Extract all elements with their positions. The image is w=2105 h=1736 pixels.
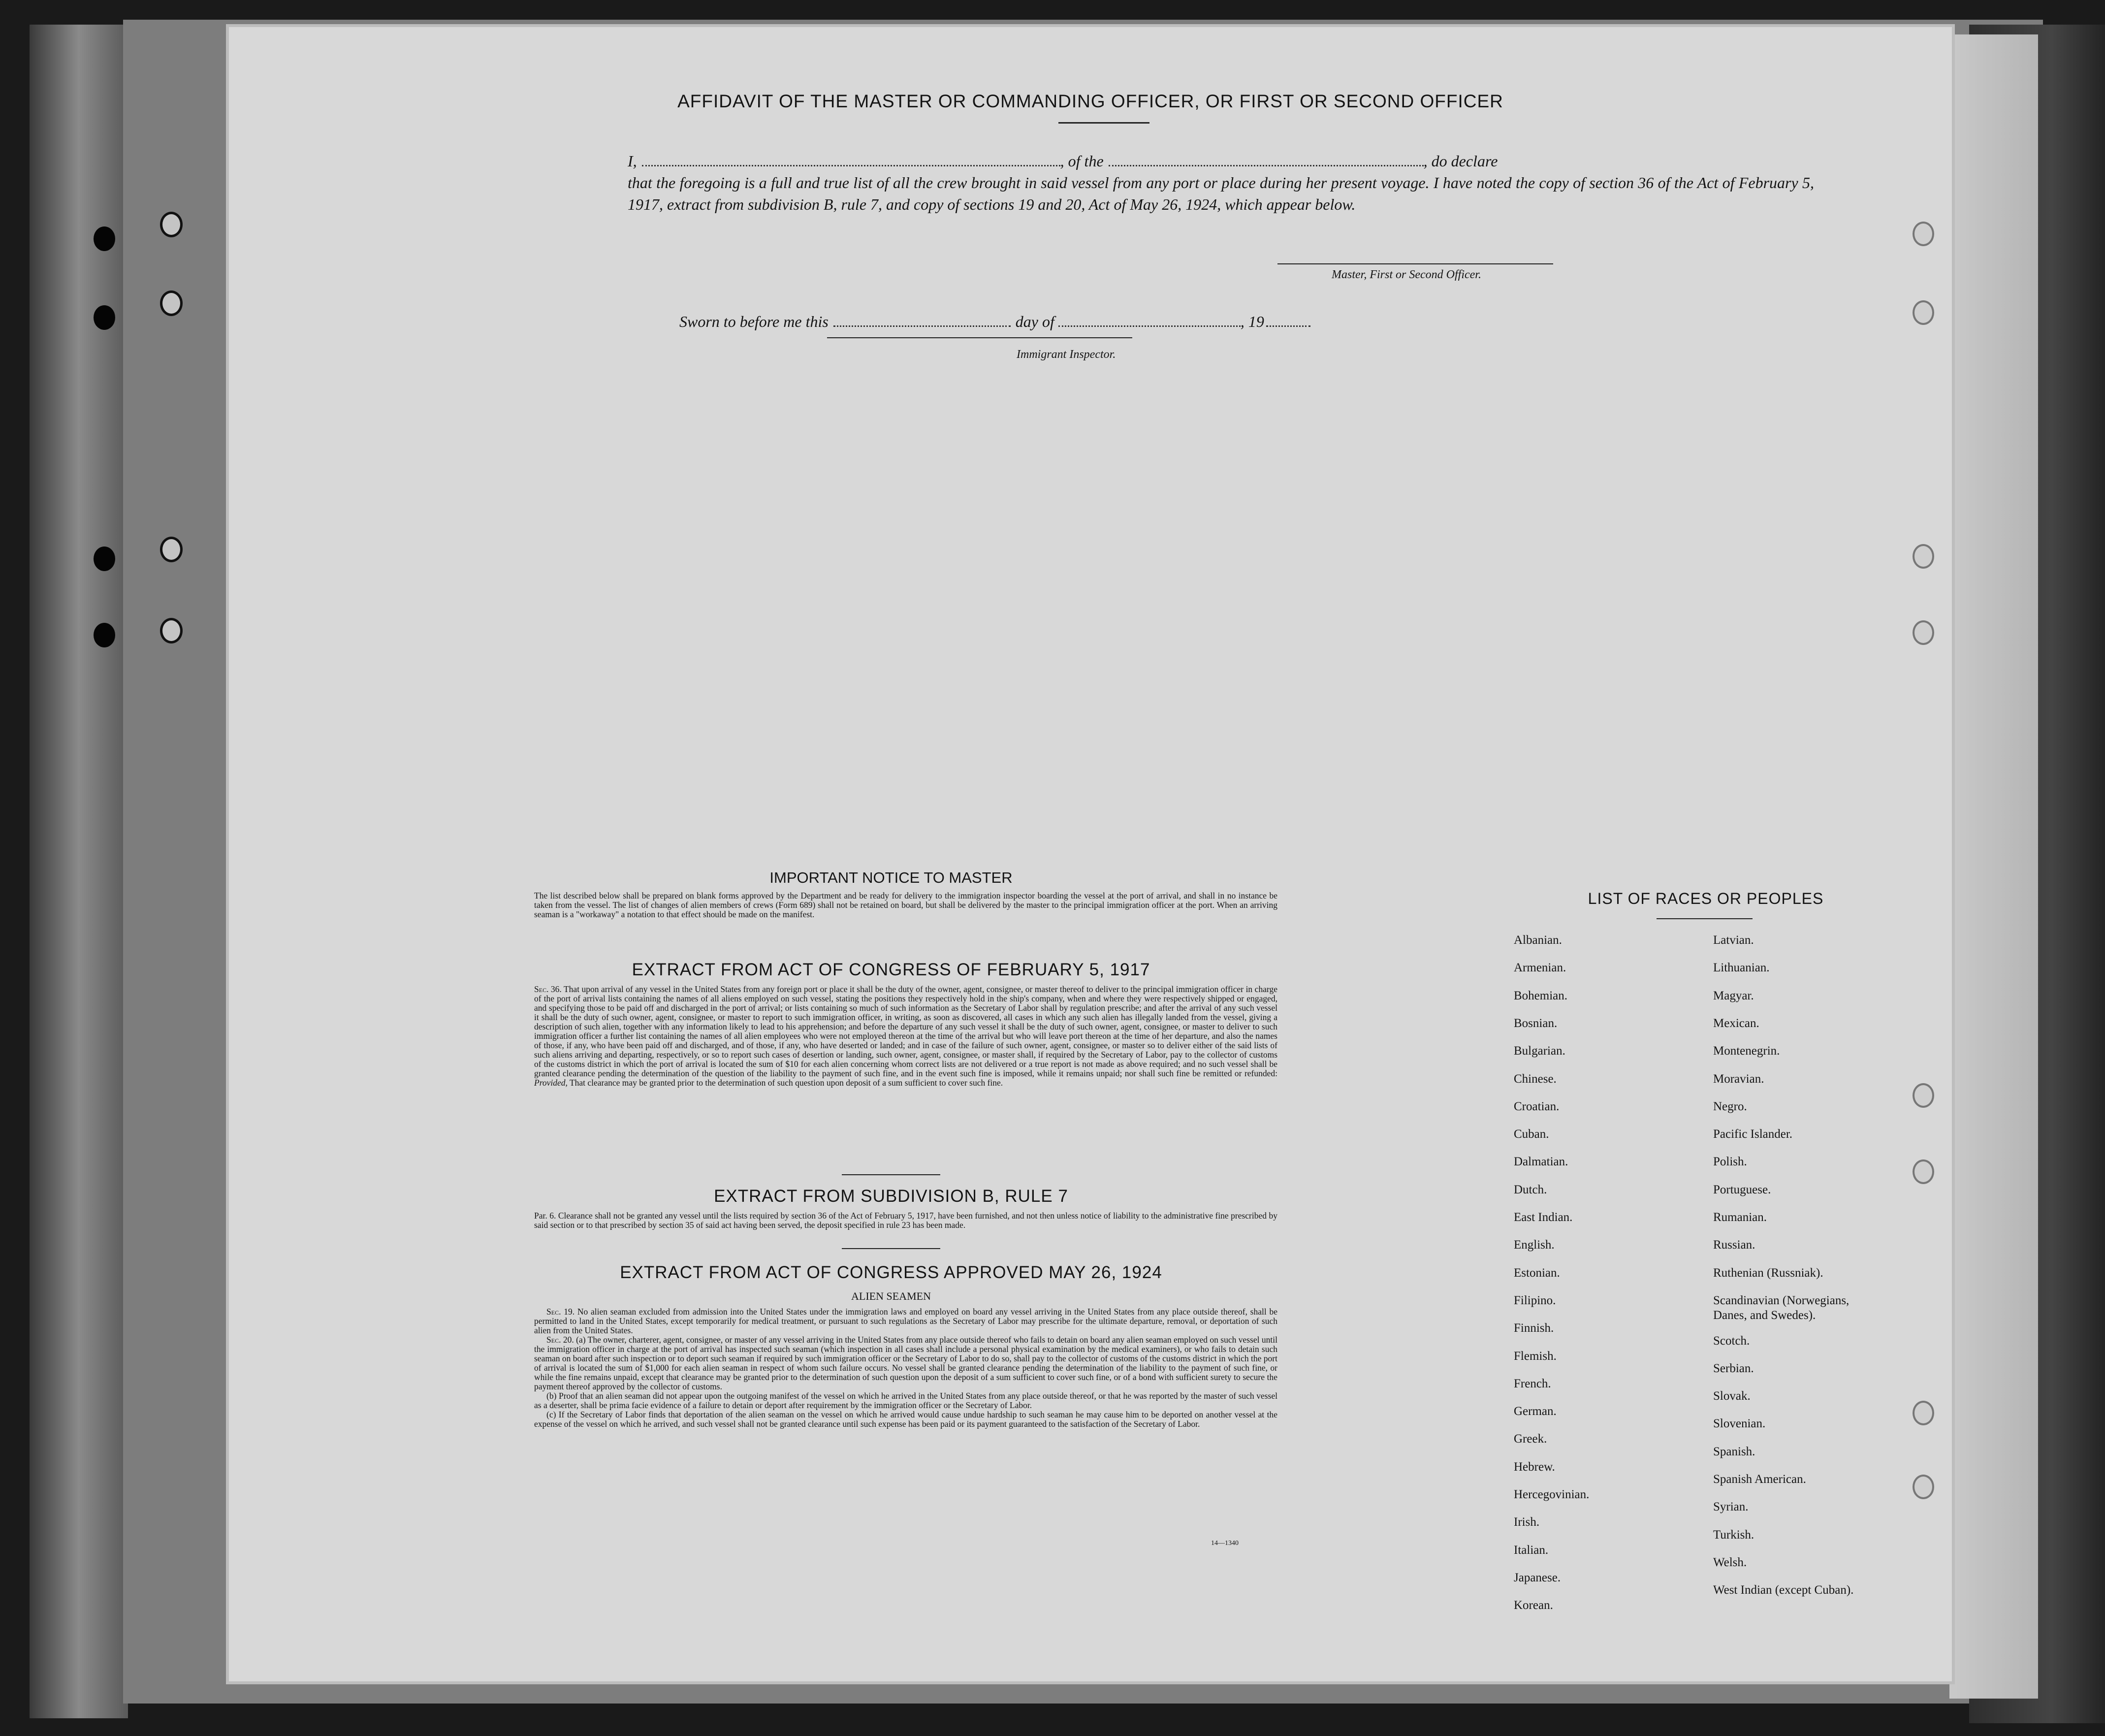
- race-item: Spanish.: [1713, 1445, 1755, 1458]
- binder-hole-icon: [94, 547, 115, 571]
- race-item: Cuban.: [1514, 1127, 1549, 1141]
- extract-rule7-title: EXTRACT FROM SUBDIVISION B, RULE 7: [714, 1187, 1068, 1206]
- races-title-rule: [1657, 918, 1753, 919]
- section-20-label: Sec. 20.: [546, 1335, 574, 1345]
- race-item: Korean.: [1514, 1599, 1553, 1612]
- form-number: 14—1340: [1211, 1540, 1239, 1547]
- right-page-edge: [1949, 34, 2038, 1699]
- race-item: Bohemian.: [1514, 989, 1568, 1002]
- sworn-line: [679, 313, 1310, 331]
- race-item: Japanese.: [1514, 1571, 1561, 1584]
- race-item: Mexican.: [1713, 1016, 1759, 1030]
- punch-hole-icon: [1913, 1401, 1934, 1425]
- extract-1924-text: [534, 1307, 1277, 1429]
- binder-hole-icon: [94, 226, 115, 251]
- section-19: [534, 1307, 1277, 1335]
- title-rule: [1058, 122, 1149, 124]
- section-19-text: No alien seaman excluded from admission into the United States under the immigration laws and employed on board any vessel arriving in the United States from any place outside thereof, shall be permitted to land in the United States, except temporarily for medical treatment, or pursuant to such regulations as the Secretary of Labor may prescribe for the ultimate departure, removal, or deportation of such alien from the United States.: [534, 1307, 1277, 1335]
- binder-hole-icon: [160, 618, 183, 643]
- race-item: Scandinavian (Norwegians, Danes, and Swedes).: [1713, 1293, 1850, 1322]
- punch-hole-icon: [1913, 620, 1934, 645]
- race-item: Italian.: [1514, 1543, 1549, 1557]
- vessel-blank[interactable]: [1109, 161, 1424, 166]
- race-item: Latvian.: [1713, 933, 1754, 947]
- race-item: Lithuanian.: [1713, 961, 1770, 975]
- name-blank[interactable]: [642, 161, 1060, 166]
- affidavit-i: I,: [628, 152, 637, 170]
- race-item: Portuguese.: [1713, 1183, 1771, 1196]
- extract-rule7-text: Par. 6. Clearance shall not be granted any vessel until the lists required by section 36 of the Act of February 5, 1917, have been furnished, and not then unless notice of liability to the administrative fine prescribed by said section or to that prescribed by section 35 of said act having been served, the deposit specified in rule 23 has been made.: [534, 1211, 1277, 1230]
- alien-seamen-subtitle: ALIEN SEAMEN: [851, 1290, 931, 1302]
- section-rule: [842, 1174, 940, 1175]
- section-20b: (b) Proof that an alien seaman did not appear upon the outgoing manifest of the vessel on which he arrived in the United States from any place outside thereof, or that he was reported by the master of such vessel as a deserter, shall be prima facie evidence of a failure to detain or deport after requirement by the immigration officer or the Secretary of Labor.: [534, 1391, 1277, 1410]
- punch-hole-icon: [1913, 1083, 1934, 1108]
- punch-hole-icon: [1913, 222, 1934, 246]
- section-20a: [534, 1335, 1277, 1391]
- race-item: Filipino.: [1514, 1293, 1556, 1307]
- binder-hole-icon: [160, 212, 183, 237]
- sworn-day-of: day of: [1015, 313, 1054, 330]
- sworn-text: Sworn to before me this: [679, 313, 829, 330]
- race-item: German.: [1514, 1405, 1557, 1418]
- affidavit-first-line: [628, 150, 1814, 172]
- race-item: West Indian (except Cuban).: [1713, 1583, 1854, 1597]
- race-item: East Indian.: [1514, 1211, 1573, 1224]
- inspector-signature-line[interactable]: [827, 337, 1132, 338]
- race-item: Bulgarian.: [1514, 1044, 1565, 1058]
- punch-hole-icon: [1913, 544, 1934, 569]
- race-item: Greek.: [1514, 1432, 1547, 1446]
- race-item: Spanish American.: [1713, 1473, 1806, 1486]
- punch-hole-icon: [1913, 300, 1934, 325]
- race-item: Slovenian.: [1713, 1417, 1766, 1431]
- race-item: Syrian.: [1713, 1500, 1749, 1514]
- extract-1917-text: [534, 985, 1277, 1088]
- binder-hole-icon: [94, 305, 115, 330]
- master-signature-line[interactable]: [1277, 263, 1553, 264]
- punch-hole-icon: [1913, 1475, 1934, 1499]
- binder-hole-icon: [94, 623, 115, 647]
- race-item: Estonian.: [1514, 1266, 1560, 1280]
- race-item: Flemish.: [1514, 1349, 1557, 1363]
- race-item: Dutch.: [1514, 1183, 1547, 1196]
- extract-1924-title: EXTRACT FROM ACT OF CONGRESS APPROVED MAY 26, 1924: [620, 1263, 1162, 1282]
- race-item: Dalmatian.: [1514, 1155, 1568, 1169]
- race-item: Moravian.: [1713, 1072, 1764, 1086]
- race-item: Albanian.: [1514, 933, 1562, 947]
- sworn-month-blank[interactable]: [1058, 321, 1241, 327]
- race-item: Magyar.: [1713, 989, 1754, 1002]
- notice-text: The list described below shall be prepared on blank forms approved by the Department and be ready for delivery to the immigration inspector boarding the vessel at the port of arrival, and shall in no instance be taken from the vessel. The list of changes of alien members of crews (Form 689) shall not be retained on board, but shall be delivered by the master to the principal immigration officer at the port. When an arriving seaman is a "workaway" a notation to that effect should be made on the manifest.: [534, 891, 1277, 919]
- affidavit-body: that the foregoing is a full and true list of all the crew brought in said vessel from any port or place during her present voyage. I have noted the copy of section 36 of the Act of February 5, 1917, extract from subdivision B, rule 7, and copy of sections 19 and 20, Act of May 26, 1924, which appear below.: [628, 174, 1814, 213]
- section-36-text: That upon arrival of any vessel in the United States from any foreign port or place it shall be the duty of the owner, agent, consignee, or master thereof to deliver to the principal immigration officer in charge of the port of arrival lists containing the names of all aliens employed on such vessel, stating the positions they respectively hold in the ship's company, when and where they were respectively shipped or engaged, and specifying those to be paid off and discharged in the port of arrival; or lists containing so much of such information as the Secretary of Labor shall by regulation prescribe; and after the arrival of any such vessel it shall be the duty of such owner, agent, consignee, or master to report to such immigration officer, in writing, as soon as discovered, all cases in which any such alien has illegally landed from the vessel, giving a description of such alien, together with any information likely to lead to his apprehension; and before the departure of any such vessel it shall be the duty of such owner, agent, consignee, or master to deliver to such immigration officer a further list containing the names of all alien employees who were not employed thereon at the time of the arrival but who will leave port thereon at the time of her departure, and also the names of those, if any, who have been paid off and discharged, and of those, if any, who have deserted or landed; and in case of the failure of such owner, agent, consignee, or master so to deliver either of the said lists of such aliens arriving and departing, respectively, or so to report such cases of desertion or landing, such owner, agent, consignee, or master shall, if required by the Secretary of Labor, pay to the collector of customs of the customs district in which the port of arrival is located the sum of $10 for each alien concerning whom correct lists are not delivered or a true report is not made as above required; and no such vessel shall be granted clearance pending the determination of the question of the liability to the payment of such fine, and in the event such fine is imposed, while it remains unpaid; nor shall such fine be remitted or refunded:: [534, 984, 1277, 1078]
- section-36-label: Sec. 36.: [534, 984, 562, 994]
- race-item: Pacific Islander.: [1713, 1127, 1793, 1141]
- proviso-text: That clearance may be granted prior to the determination of such question upon deposit of a sum sufficient to cover such fine.: [569, 1078, 1003, 1088]
- affidavit-title: AFFIDAVIT OF THE MASTER OR COMMANDING OFFICER, OR FIRST OR SECOND OFFICER: [677, 91, 1503, 111]
- sworn-year: , 19: [1240, 313, 1264, 330]
- race-item: Bosnian.: [1514, 1016, 1558, 1030]
- affidavit-text: [628, 150, 1814, 215]
- binder-hole-icon: [160, 290, 183, 316]
- punch-hole-icon: [1913, 1159, 1934, 1184]
- section-rule: [842, 1248, 940, 1249]
- race-item: Scotch.: [1713, 1334, 1750, 1348]
- race-item: Rumanian.: [1713, 1211, 1767, 1224]
- race-item: Armenian.: [1514, 961, 1566, 975]
- race-item: French.: [1514, 1377, 1551, 1390]
- sworn-day-blank[interactable]: [833, 321, 1011, 327]
- race-item: Turkish.: [1713, 1528, 1754, 1542]
- race-item: Montenegrin.: [1713, 1044, 1780, 1058]
- affidavit-do-declare: , do declare: [1423, 152, 1498, 170]
- race-item: Irish.: [1514, 1515, 1540, 1529]
- race-item: Slovak.: [1713, 1389, 1751, 1403]
- document-page: [229, 27, 1952, 1681]
- race-item: Ruthenian (Russniak).: [1713, 1266, 1823, 1280]
- race-item: Russian.: [1713, 1238, 1755, 1252]
- affidavit-of-the: , of the: [1060, 152, 1104, 170]
- race-item: Croatian.: [1514, 1099, 1560, 1113]
- section-19-label: Sec. 19.: [546, 1307, 575, 1317]
- races-title: LIST OF RACES OR PEOPLES: [1588, 890, 1824, 907]
- race-item: Hebrew.: [1514, 1460, 1555, 1474]
- race-item: Finnish.: [1514, 1321, 1554, 1335]
- race-item: Welsh.: [1713, 1555, 1747, 1569]
- race-item: Negro.: [1713, 1099, 1747, 1113]
- race-item: Hercegovinian.: [1514, 1488, 1590, 1501]
- binder-strip: [30, 25, 128, 1718]
- sworn-year-blank[interactable]: [1266, 321, 1310, 327]
- race-item: Serbian.: [1713, 1361, 1754, 1375]
- master-signature-label: Master, First or Second Officer.: [1332, 268, 1481, 281]
- section-20a-text: (a) The owner, charterer, agent, consignee, or master of any vessel arriving in the United States from any place outside thereof who fails to detain on board any alien seaman employed on such vessel until the immigration officer in charge at the port of arrival has inspected such seaman (which inspection in all cases shall include a personal physical examination by the medical examiners), or who fails to detain such seaman on board after such inspection or to deport such seaman if required by such immigration officer or the Secretary of Labor to do so, shall pay to the collector of customs of the customs district in which the port of arrival is located the sum of $1,000 for each alien seaman in respect of whom such failure occurs. No vessel shall be granted clearance pending the determination of the liability to the payment of such fine, or while the fine remains unpaid, except that clearance may be granted prior to the determination of such question upon the deposit of a sum sufficient to cover such fine, or of a bond with sufficient surety to secure the payment thereof approved by the collector of customs.: [534, 1335, 1277, 1391]
- race-item: Chinese.: [1514, 1072, 1557, 1086]
- proviso-label: Provided,: [534, 1078, 568, 1088]
- inspector-signature-label: Immigrant Inspector.: [1017, 348, 1116, 361]
- race-item: Polish.: [1713, 1155, 1747, 1169]
- extract-1917-title: EXTRACT FROM ACT OF CONGRESS OF FEBRUARY 5, 1917: [632, 960, 1150, 979]
- notice-title: IMPORTANT NOTICE TO MASTER: [769, 869, 1013, 886]
- binder-hole-icon: [160, 537, 183, 562]
- section-20c: (c) If the Secretary of Labor finds that deportation of the alien seaman on the vessel on which he arrived would cause undue hardship to such seaman he may cause him to be deported on another vessel at the expense of the vessel on which he arrived, and such vessel shall not be granted clearance until such expense has been paid or its payment guaranteed to the satisfaction of the Secretary of Labor.: [534, 1410, 1277, 1429]
- race-item: English.: [1514, 1238, 1555, 1252]
